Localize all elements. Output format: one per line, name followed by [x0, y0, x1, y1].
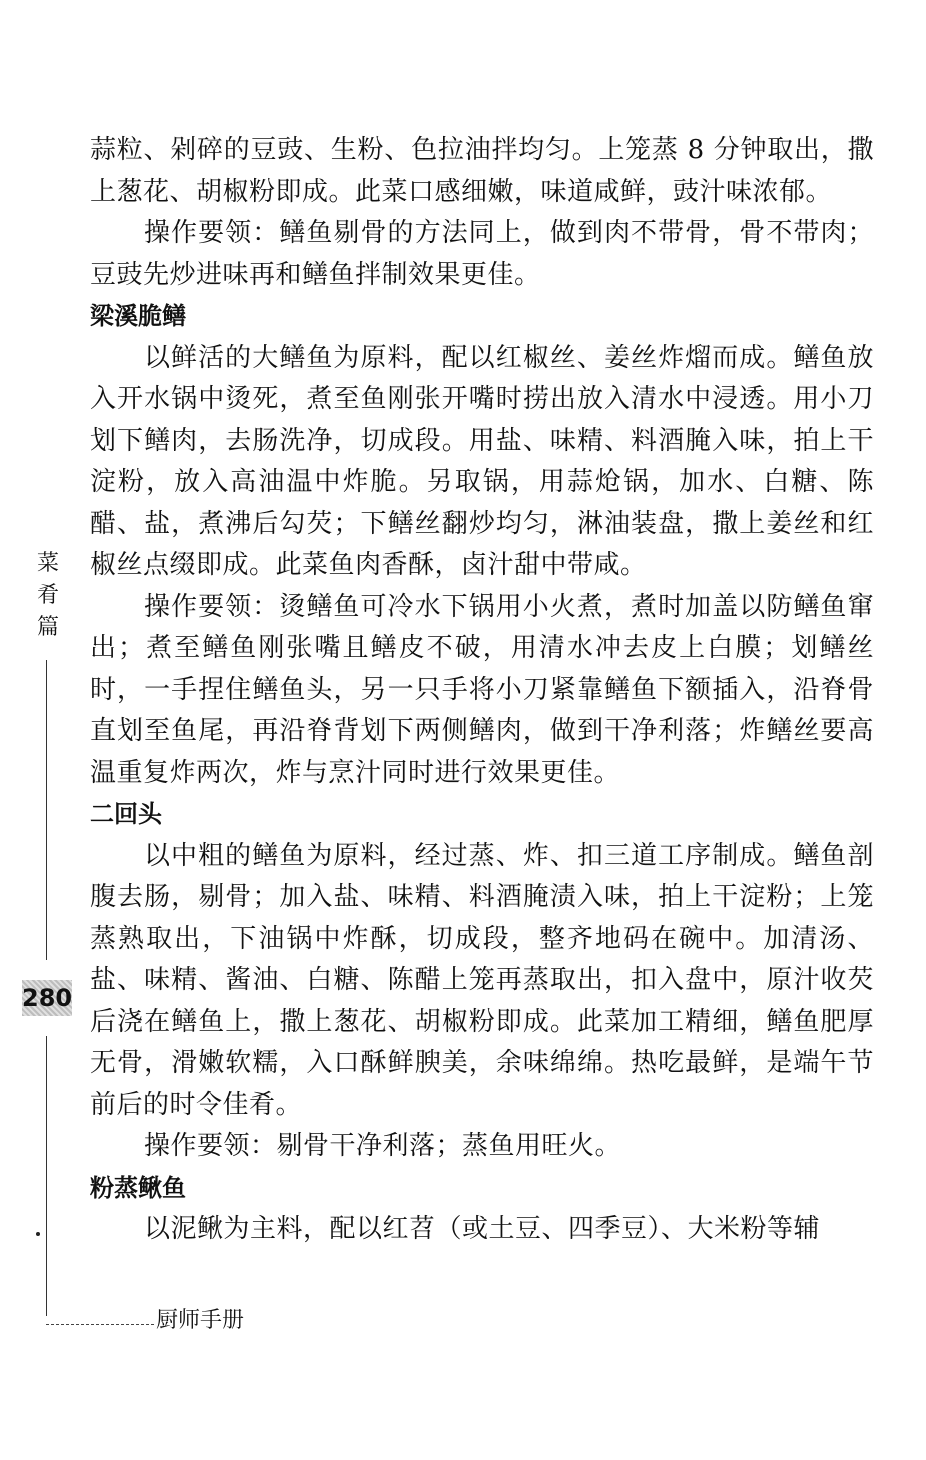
page-number: 280	[22, 980, 72, 1016]
paragraph: 以泥鳅为主料，配以红苕（或土豆、四季豆）、大米粉等辅	[144, 1214, 821, 1244]
paragraph: 蒜粒、剁碎的豆豉、生粉、色拉油拌均匀。上笼蒸 8 分钟取出，撒上葱花、胡椒粉即成。此菜口感细嫩，味道咸鲜，豉汁味浓郁。	[90, 135, 874, 207]
margin-dot	[36, 1232, 40, 1236]
section-label-char: 篇	[36, 615, 59, 640]
margin-rule	[46, 1036, 47, 1316]
page-body	[90, 130, 874, 1251]
section-label-char: 肴	[36, 583, 59, 608]
tips-paragraph: 操作要领：烫鳝鱼可冷水下锅用小火煮，煮时加盖以防鳝鱼窜出；煮至鳝鱼刚张嘴且鳝皮不破，用清水冲去皮上白膜；划鳝丝时，一手捏住鳝鱼头，另一只手将小刀紧靠鳝鱼下额插入，沿脊骨直划至鱼尾，再沿脊背划下两侧鳝肉，做到干净利落；炸鳝丝要高温重复炸两次，炸与烹汁同时进行效果更佳。	[90, 591, 874, 788]
recipe-heading: 二回头	[90, 800, 162, 828]
paragraph: 以中粗的鳝鱼为原料，经过蒸、炸、扣三道工序制成。鳝鱼剖腹去肠，剔骨；加入盐、味精、料酒腌渍入味，拍上干淀粉；上笼蒸熟取出，下油锅中炸酥，切成段，整齐地码在碗中。加清汤、盐、味精、酱油、白糖、陈醋上笼再蒸取出，扣入盘中，原汁收芡后浇在鳝鱼上，撒上葱花、胡椒粉即成。此菜加工精细，鳝鱼肥厚无骨，滑嫩软糯，入口酥鲜腴美，余味绵绵。热吃最鲜，是端午节前后的时令佳肴。	[90, 840, 874, 1120]
tips-paragraph: 操作要领：鳝鱼剔骨的方法同上，做到肉不带骨，骨不带肉；豆豉先炒进味再和鳝鱼拌制效果更佳。	[90, 218, 874, 290]
footer-rule	[46, 1324, 154, 1325]
section-label-char: 菜	[36, 551, 59, 576]
tips-paragraph: 操作要领：剔骨干净利落；蒸鱼用旺火。	[144, 1131, 622, 1161]
recipe-heading: 梁溪脆鳝	[90, 302, 186, 330]
section-label	[34, 548, 62, 644]
book-title: 厨师手册	[156, 1308, 245, 1333]
margin-rule	[46, 660, 47, 960]
recipe-heading: 粉蒸鳅鱼	[90, 1173, 186, 1202]
paragraph: 以鲜活的大鳝鱼为原料，配以红椒丝、姜丝炸熘而成。鳝鱼放入开水锅中烫死，煮至鱼刚张开嘴时捞出放入清水中浸透。用小刀划下鳝肉，去肠洗净，切成段。用盐、味精、料酒腌入味，拍上干淀粉，放入高油温中炸脆。另取锅，用蒜炝锅，加水、白糖、陈醋、盐，煮沸后勾芡；下鳝丝翻炒均匀，淋油装盘，撒上姜丝和红椒丝点缀即成。此菜鱼肉香酥，卤汁甜中带咸。	[90, 342, 874, 580]
